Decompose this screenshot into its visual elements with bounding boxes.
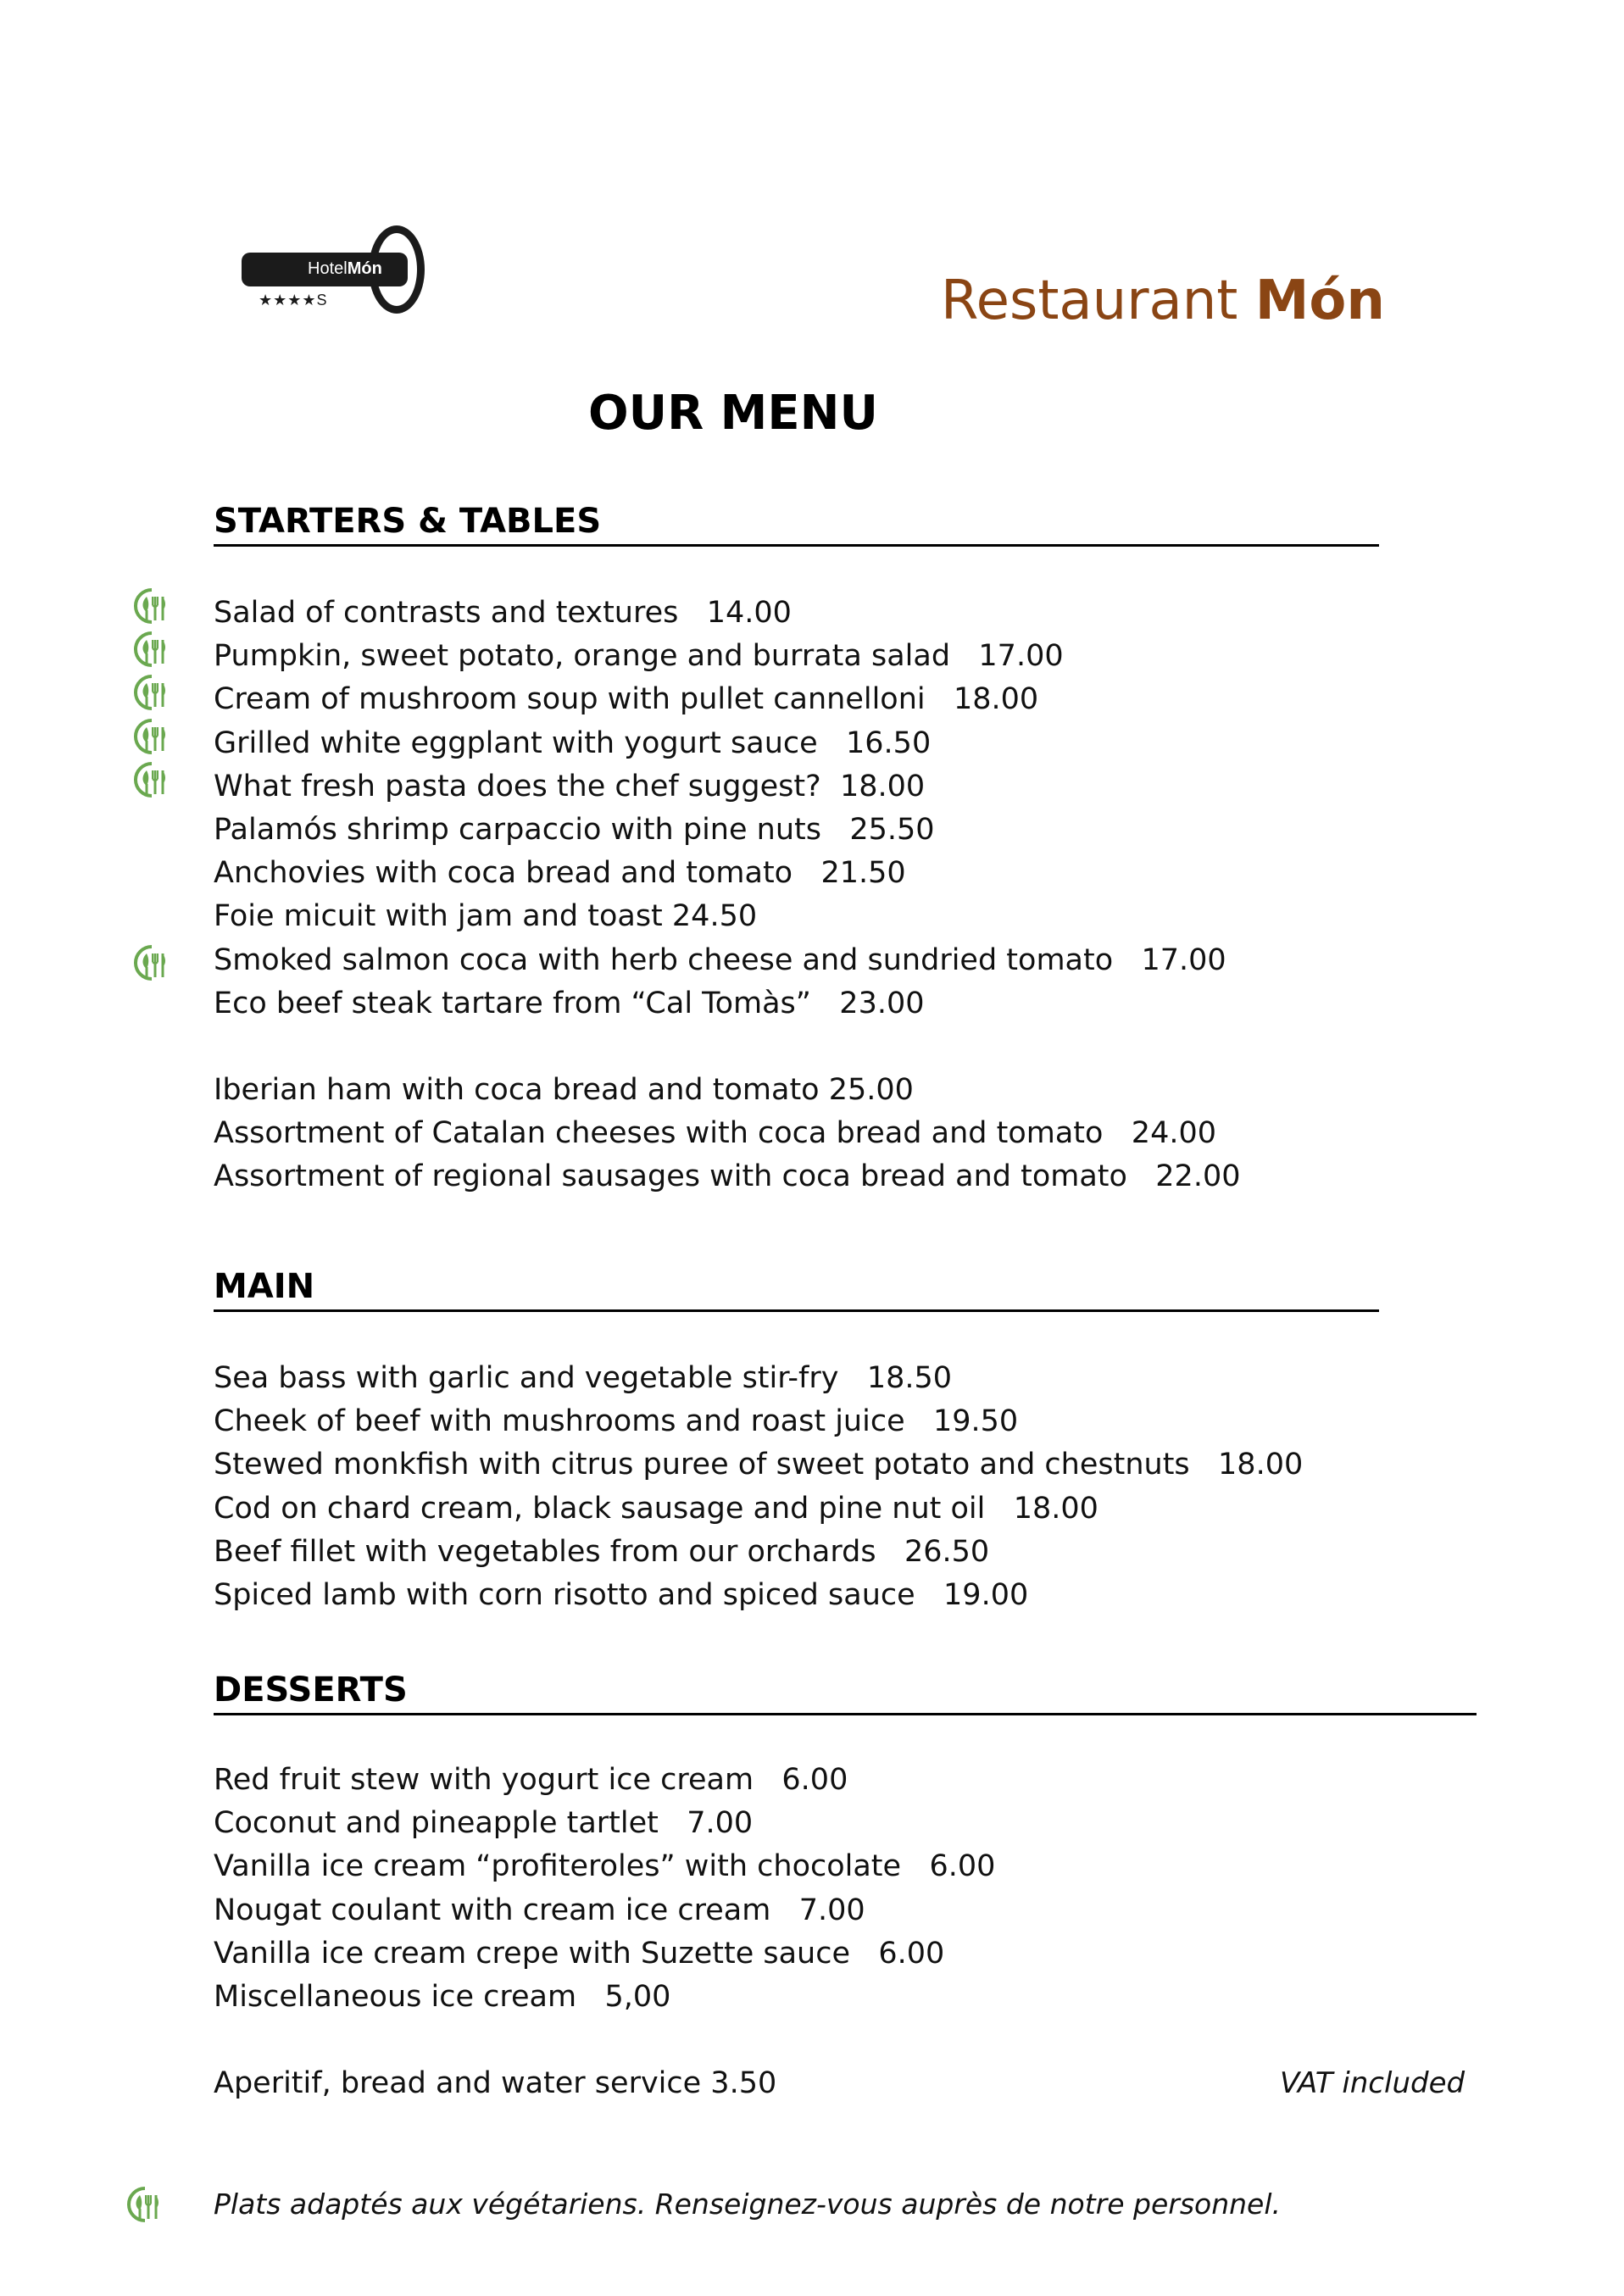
menu-item: Coconut and pineapple tartlet 7.00 bbox=[214, 1806, 754, 1840]
section-heading-starters: STARTERS & TABLES bbox=[214, 500, 1379, 547]
menu-item: Beef fillet with vegetables from our orchards 26.50 bbox=[214, 1535, 990, 1569]
vegetarian-icon bbox=[132, 717, 171, 756]
menu-item: Assortment of Catalan cheeses with coca bread and tomato 24.00 bbox=[214, 1116, 1216, 1150]
hotel-logo bbox=[242, 222, 445, 324]
menu-item: Nougat coulant with cream ice cream 7.00 bbox=[214, 1893, 865, 1927]
menu-item: Salad of contrasts and textures 14.00 bbox=[214, 596, 792, 630]
section-heading-main: MAIN bbox=[214, 1265, 1379, 1312]
menu-item: Cream of mushroom soup with pullet cannelloni 18.00 bbox=[214, 682, 1039, 716]
restaurant-title: Restaurant Món bbox=[941, 270, 1385, 332]
menu-item: Assortment of regional sausages with coca bread and tomato 22.00 bbox=[214, 1159, 1241, 1193]
vat-note: VAT included bbox=[1280, 2066, 1465, 2100]
menu-item: Grilled white eggplant with yogurt sauce 16.50 bbox=[214, 726, 932, 760]
vegetarian-icon bbox=[132, 760, 171, 799]
menu-item: What fresh pasta does the chef suggest? 18.00 bbox=[214, 770, 926, 803]
menu-item: Cheek of beef with mushrooms and roast juice 19.50 bbox=[214, 1404, 1019, 1438]
vegetarian-icon bbox=[125, 2185, 164, 2224]
menu-item: Vanilla ice cream “profiteroles” with chocolate 6.00 bbox=[214, 1849, 996, 1883]
vegetarian-icon bbox=[132, 943, 171, 982]
menu-item: Foie micuit with jam and toast 24.50 bbox=[214, 899, 758, 933]
vegetarian-icon bbox=[132, 630, 171, 669]
menu-item: Cod on chard cream, black sausage and pine nut oil 18.00 bbox=[214, 1492, 1098, 1526]
menu-item: Miscellaneous ice cream 5,00 bbox=[214, 1980, 671, 2014]
menu-item: Sea bass with garlic and vegetable stir-fry 18.50 bbox=[214, 1361, 953, 1395]
menu-item: Red fruit stew with yogurt ice cream 6.00 bbox=[214, 1763, 848, 1797]
menu-item: Anchovies with coca bread and tomato 21.50 bbox=[214, 856, 906, 890]
menu-item: Pumpkin, sweet potato, orange and burrata salad 17.00 bbox=[214, 639, 1064, 673]
vegetarian-icon bbox=[132, 673, 171, 712]
menu-item: Palamós shrimp carpaccio with pine nuts 25.50 bbox=[214, 813, 935, 847]
menu-item: Vanilla ice cream crepe with Suzette sauce 6.00 bbox=[214, 1937, 945, 1971]
page-title: OUR MENU bbox=[587, 386, 878, 441]
menu-item: Iberian ham with coca bread and tomato 25.00 bbox=[214, 1073, 914, 1107]
menu-item: Spiced lamb with corn risotto and spiced sauce 19.00 bbox=[214, 1578, 1029, 1612]
menu-item: Stewed monkfish with citrus puree of sweet potato and chestnuts 18.00 bbox=[214, 1448, 1304, 1482]
logo-rating: ★★★★S bbox=[259, 292, 328, 309]
vegetarian-icon bbox=[132, 587, 171, 625]
section-heading-desserts: DESSERTS bbox=[214, 1669, 1477, 1715]
menu-item: Smoked salmon coca with herb cheese and sundried tomato 17.00 bbox=[214, 943, 1226, 977]
logo-name: HotelMón bbox=[308, 259, 382, 278]
vegetarian-note: Plats adaptés aux végétariens. Renseignez-vous auprès de notre personnel. bbox=[214, 2188, 1281, 2221]
menu-item: Eco beef steak tartare from “Cal Tomàs” 23.00 bbox=[214, 987, 925, 1020]
service-charge: Aperitif, bread and water service 3.50 bbox=[214, 2066, 777, 2100]
